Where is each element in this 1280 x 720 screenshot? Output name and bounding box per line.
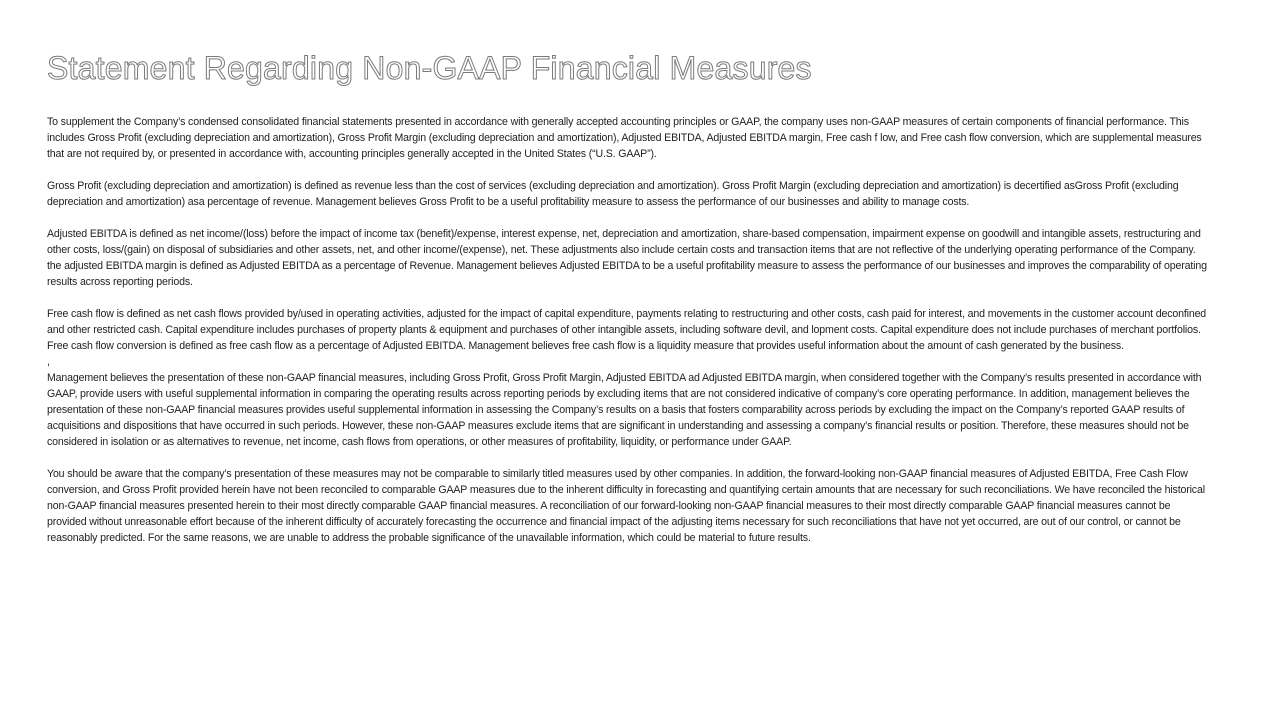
paragraph-management-beliefs: Management believes the presentation of these non-GAAP financial measures, including Gross Profit, Gross Profit Margin, Adjusted EBITDA ad Adjusted EBITDA margin, when considered together with the Company’s results presented in accordance with GAAP, provide users with useful supplemental information in comparing the operating results across reporting periods by excluding items that are not considered indicative of company’s core operating performance. In addition, management believes the presentation of these non-GAAP financial measures provides useful supplemental information in assessing the Company’s results on a basis that fosters comparability across periods by excluding the impact on the Company’s reported GAAP results of acquisitions and dispositions that have occurred in such periods. However, these non-GAAP measures exclude items that are significant in understanding and assessing a company’s financial results or position. Therefore, these measures should not be considered in isolation or as alternatives to revenue, net income, cash flows from operations, or other measures of profitability, liquidity, or performance under GAAP. xyxy=(47,372,1202,448)
paragraph-spacer xyxy=(47,162,1209,178)
paragraph-spacer xyxy=(47,210,1209,226)
paragraph-adjusted-ebitda: Adjusted EBITDA is defined as net income/(loss) before the impact of income tax (benefit)/expense, interest expense, net, depreciation and amortization, share-based compensation, impairment expense on goodwill and intangible assets, restructuring and other costs, loss/(gain) on disposal of subsidiaries and other assets, net, and other income/(expense), net. These adjustments also include certain costs and transaction items that are not reflective of the underlying operating performance of the Company. the adjusted EBITDA margin is defined as Adjusted EBITDA as a percentage of Revenue. Management believes Adjusted EBITDA to be a useful profitability measure to assess the performance of our businesses and improves the comparability of operating results across reporting periods. xyxy=(47,228,1207,288)
paragraph-free-cash-flow: Free cash flow is defined as net cash flows provided by/used in operating activities, adjusted for the impact of capital expenditure, payments relating to restructuring and other costs, cash paid for interest, and movements in the customer account deconfined and other restricted cash. Capital expenditure includes purchases of property plants & equipment and purchases of other intangible assets, including software devil, and lopment costs. Capital expenditure does not include purchases of merchant portfolios. Free cash flow conversion is defined as free cash flow as a percentage of Adjusted EBITDA. Management believes free cash flow is a liquidity measure that provides useful information about the amount of cash generated by the business. xyxy=(47,308,1207,352)
paragraph-spacer xyxy=(47,290,1209,306)
stray-comma: , xyxy=(47,356,50,368)
paragraph-comparability-disclaimer: You should be aware that the company’s presentation of these measures may not be comparable to similarly titled measures used by other companies. In addition, the forward-looking non-GAAP financial measures of Adjusted EBITDA, Free Cash Flow conversion, and Gross Profit provided herein have not been reconciled to comparable GAAP measures due to the inherent difficulty in forecasting and quantifying certain amounts that are necessary for such reconciliations. We have reconciled the historical non-GAAP financial measures presented herein to their most directly comparable GAAP financial measures. A reconciliation of our forward-looking non-GAAP financial measures to their most directly comparable GAAP financial measures cannot be provided without unreasonable effort because of the inherent difficulty of accurately forecasting the occurrence and financial impact of the adjusting items necessary for such reconciliations that have not yet occurred, are out of our control, or cannot be reasonably predicted. For the same reasons, we are unable to address the probable significance of the unavailable information, which could be material to future results. xyxy=(47,468,1205,544)
slide-body xyxy=(47,114,1209,546)
slide-title: Statement Regarding Non-GAAP Financial Measures xyxy=(47,50,812,86)
paragraph-spacer xyxy=(47,450,1209,466)
paragraph-overview: To supplement the Company’s condensed consolidated financial statements presented in accordance with generally accepted accounting principles or GAAP, the company uses non-GAAP measures of certain components of financial performance. This includes Gross Profit (excluding depreciation and amortization), Gross Profit Margin (excluding depreciation and amortization), Adjusted EBITDA, Adjusted EBITDA margin, Free cash f low, and Free cash flow conversion, which are supplemental measures that are not required by, or presented in accordance with, accounting principles generally accepted in the United States (“U.S. GAAP”). xyxy=(47,116,1202,160)
paragraph-gross-profit: Gross Profit (excluding depreciation and amortization) is defined as revenue less than the cost of services (excluding depreciation and amortization). Gross Profit Margin (excluding depreciation and amortization) is decertified asGross Profit (excluding depreciation and amortization) asa percentage of revenue. Management believes Gross Profit to be a useful profitability measure to assess the performance of our businesses and ability to manage costs. xyxy=(47,180,1179,208)
